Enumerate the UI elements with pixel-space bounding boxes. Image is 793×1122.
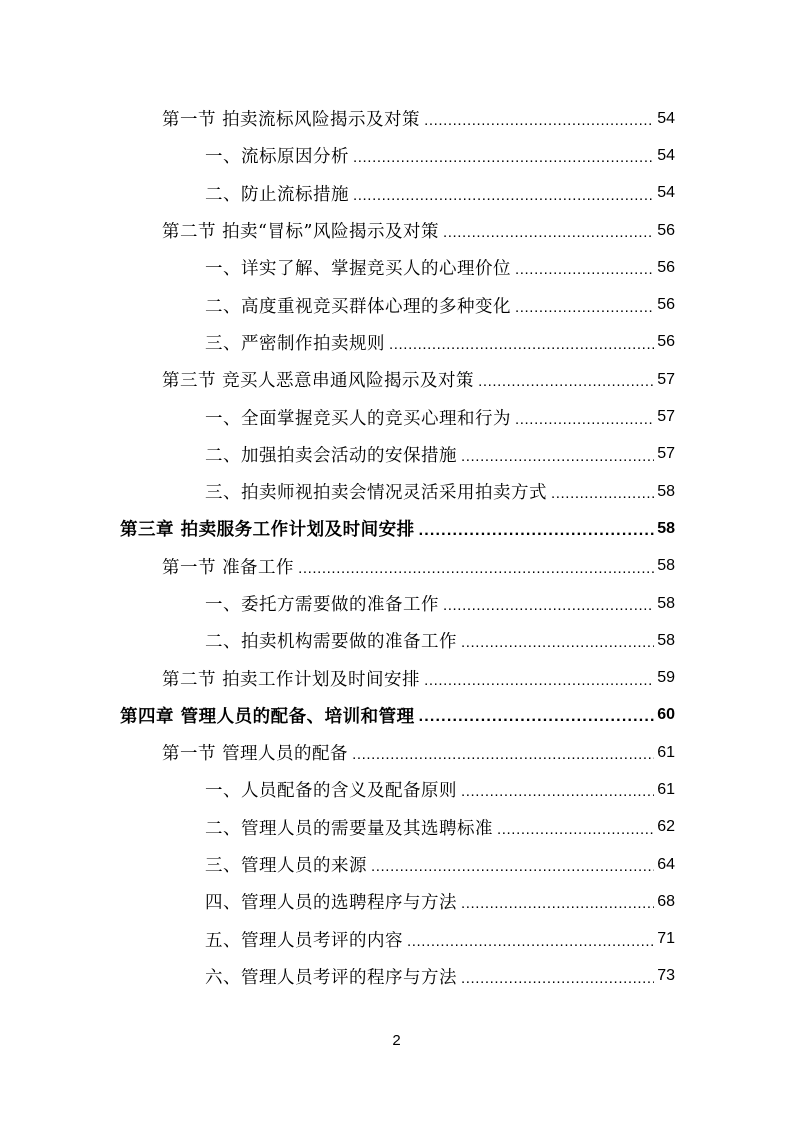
toc-entry-title: 第一节 拍卖流标风险揭示及对策 — [162, 110, 421, 131]
table-of-contents — [0, 100, 793, 995]
toc-entry-page: 56 — [657, 221, 675, 239]
toc-entry[interactable] — [0, 809, 675, 846]
toc-entry[interactable] — [0, 175, 675, 212]
toc-leader-dots — [515, 411, 654, 428]
toc-entry-title: 一、委托方需要做的准备工作 — [205, 595, 439, 615]
toc-entry-page: 57 — [657, 408, 675, 426]
toc-entry-page: 60 — [657, 706, 675, 724]
toc-leader-dots — [461, 970, 654, 987]
toc-entry-page: 57 — [657, 370, 675, 388]
toc-entry[interactable] — [0, 883, 675, 920]
toc-leader-dots — [352, 746, 654, 763]
toc-entry-title: 三、严密制作拍卖规则 — [205, 333, 385, 354]
toc-entry-page: 59 — [657, 669, 675, 687]
toc-entry-title: 第一节 准备工作 — [162, 557, 295, 578]
toc-leader-dots — [419, 522, 655, 540]
toc-entry-page: 73 — [657, 967, 675, 985]
toc-entry-title: 三、拍卖师视拍卖会情况灵活采用拍卖方式 — [205, 483, 547, 504]
toc-entry-title: 第二节 拍卖“冒标”风险揭示及对策 — [162, 222, 439, 243]
toc-entry-page: 61 — [657, 780, 675, 798]
toc-leader-dots — [497, 821, 654, 838]
toc-entry[interactable] — [0, 212, 675, 249]
toc-entry-title: 一、人员配备的含义及配备原则 — [205, 781, 457, 802]
toc-entry-page: 58 — [657, 482, 675, 500]
toc-leader-dots — [515, 261, 654, 278]
toc-entry[interactable] — [0, 659, 675, 696]
toc-entry-title: 六、管理人员考评的程序与方法 — [205, 967, 457, 988]
toc-entry-page: 56 — [657, 258, 675, 276]
toc-entry[interactable] — [0, 249, 675, 286]
toc-entry-page: 54 — [657, 146, 675, 164]
toc-entry-page: 58 — [657, 594, 675, 612]
toc-entry-title: 第三节 竞买人恶意串通风险揭示及对策 — [162, 371, 475, 392]
toc-leader-dots — [353, 149, 654, 166]
toc-leader-dots — [461, 895, 654, 912]
toc-leader-dots — [461, 634, 654, 651]
toc-entry[interactable] — [0, 473, 675, 510]
toc-entry[interactable] — [0, 286, 675, 323]
toc-entry-page: 61 — [657, 743, 675, 761]
toc-chapter-entry[interactable] — [0, 510, 675, 547]
toc-entry-title: 第一节 管理人员的配备 — [162, 744, 349, 765]
toc-leader-dots — [419, 708, 655, 726]
toc-entry-page: 64 — [657, 855, 675, 873]
toc-entry-page: 54 — [657, 184, 675, 202]
toc-leader-dots — [551, 485, 654, 502]
toc-leader-dots — [298, 560, 654, 577]
toc-leader-dots — [461, 448, 654, 465]
toc-entry[interactable] — [0, 846, 675, 883]
toc-leader-dots — [443, 224, 654, 241]
toc-leader-dots — [353, 187, 654, 204]
toc-leader-dots — [389, 336, 654, 353]
toc-entry[interactable] — [0, 100, 675, 137]
toc-entry[interactable] — [0, 958, 675, 995]
toc-entry-page: 58 — [657, 519, 675, 537]
toc-leader-dots — [478, 373, 654, 390]
toc-leader-dots — [461, 783, 654, 800]
toc-leader-dots — [424, 112, 654, 129]
toc-leader-dots — [371, 858, 654, 875]
toc-leader-dots — [407, 933, 654, 950]
toc-entry[interactable] — [0, 361, 675, 398]
toc-entry-page: 54 — [657, 109, 675, 127]
toc-entry-title: 二、防止流标措施 — [205, 184, 349, 205]
toc-entry[interactable] — [0, 324, 675, 361]
toc-leader-dots — [424, 672, 654, 689]
toc-entry-title: 第四章 管理人员的配备、培训和管理 — [120, 706, 415, 727]
toc-entry-title: 一、全面掌握竞买人的竞买心理和行为 — [205, 408, 511, 429]
toc-entry-title: 五、管理人员考评的内容 — [205, 930, 403, 951]
toc-entry-page: 57 — [657, 445, 675, 463]
toc-entry-title: 二、管理人员的需要量及其选聘标准 — [205, 818, 493, 839]
toc-entry[interactable] — [0, 622, 675, 659]
toc-leader-dots — [515, 299, 654, 316]
toc-entry-page: 56 — [657, 296, 675, 314]
toc-entry[interactable] — [0, 548, 675, 585]
toc-entry-page: 68 — [657, 892, 675, 910]
toc-entry-page: 58 — [657, 631, 675, 649]
toc-entry-title: 四、管理人员的选聘程序与方法 — [205, 893, 457, 914]
toc-entry-title: 三、管理人员的来源 — [205, 856, 367, 877]
toc-entry-title: 一、流标原因分析 — [205, 147, 349, 168]
toc-entry[interactable] — [0, 921, 675, 958]
toc-entry-title: 二、加强拍卖会活动的安保措施 — [205, 445, 457, 466]
toc-chapter-entry[interactable] — [0, 697, 675, 734]
toc-entry[interactable] — [0, 436, 675, 473]
toc-entry-title: 第三章 拍卖服务工作计划及时间安排 — [120, 520, 415, 541]
toc-leader-dots — [443, 597, 654, 614]
toc-entry-title: 第二节 拍卖工作计划及时间安排 — [162, 669, 421, 690]
page-number: 2 — [392, 1032, 401, 1049]
toc-entry-page: 58 — [657, 557, 675, 575]
toc-entry[interactable] — [0, 137, 675, 174]
toc-entry[interactable] — [0, 771, 675, 808]
toc-entry-title: 一、详实了解、掌握竞买人的心理价位 — [205, 259, 511, 280]
toc-entry-page: 62 — [657, 818, 675, 836]
toc-entry[interactable] — [0, 398, 675, 435]
toc-entry-page: 71 — [657, 930, 675, 948]
toc-entry-page: 56 — [657, 333, 675, 351]
toc-entry[interactable] — [0, 585, 675, 622]
toc-entry[interactable] — [0, 734, 675, 771]
toc-entry-title: 二、拍卖机构需要做的准备工作 — [205, 632, 457, 653]
toc-entry-title: 二、高度重视竞买群体心理的多种变化 — [205, 296, 511, 317]
